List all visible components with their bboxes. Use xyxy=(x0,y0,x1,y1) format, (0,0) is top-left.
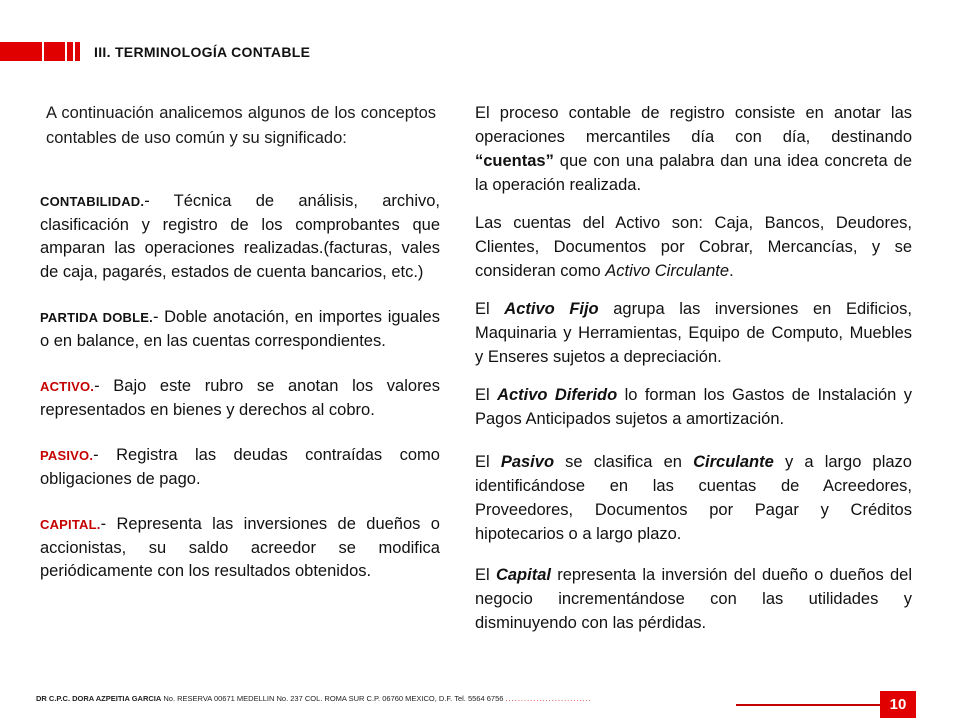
paragraph-capital xyxy=(475,563,912,635)
paragraph-proceso-contable xyxy=(475,101,912,197)
text: . xyxy=(729,262,734,280)
term-label: ACTIVO. xyxy=(40,379,95,394)
term-separator: - xyxy=(93,446,117,464)
text: agrupa las inversiones en Edificios, Maquinaria y Herramientas, Equipo de Computo, Muebles y Enseres sujetos a depreciación. xyxy=(475,300,912,366)
emphasis: Activo Fijo xyxy=(504,300,599,318)
text: se clasifica en xyxy=(554,453,694,471)
term-separator: - xyxy=(152,308,165,326)
text: lo forman los Gastos de Instalación y Pagos Anticipados sujetos a amortización. xyxy=(475,386,912,428)
term-definition: Representa las inversiones de dueños o accionistas, su saldo acreedor se modifica periódicamente con los resultados obtenidos. xyxy=(40,515,440,580)
text: que con una palabra dan una idea concreta de la operación realizada. xyxy=(475,152,912,194)
term-partida-doble xyxy=(40,306,440,353)
term-definition: Registra las deudas contraídas como obligaciones de pago. xyxy=(40,446,440,488)
term-definition: Técnica de análisis, archivo, clasificación y registro de los comprobantes que amparan las operaciones realizadas.(facturas, vales de caja, pagarés, estados de cuenta bancarios, etc.) xyxy=(40,192,441,281)
footer-dots: ............................ xyxy=(505,694,592,703)
paragraph-activo-fijo xyxy=(475,297,912,369)
term-label: CAPITAL. xyxy=(40,517,101,532)
text: representa la inversión del dueño o dueños del negocio incrementándose con las utilidades y disminuyendo con las pérdidas. xyxy=(475,566,912,632)
emphasis: “cuentas” xyxy=(475,152,554,170)
emphasis: Pasivo xyxy=(500,453,555,471)
footer-divider xyxy=(736,704,880,706)
emphasis: Activo Diferido xyxy=(497,386,618,404)
text: El xyxy=(475,453,501,471)
term-label: PASIVO. xyxy=(40,448,94,463)
term-activo xyxy=(40,375,440,422)
section-title: III. TERMINOLOGÍA CONTABLE xyxy=(94,44,311,60)
emphasis: Circulante xyxy=(693,453,774,471)
intro-paragraph: A continuación analicemos algunos de los conceptos contables de uso común y su significado: xyxy=(46,104,436,147)
text: y a largo plazo identificándose en las cuentas de Acreedores, Proveedores, Documentos por Pagar y Créditos hipotecarios o a largo plazo. xyxy=(475,453,912,543)
explanation-column xyxy=(475,101,912,635)
emphasis: Capital xyxy=(495,566,551,584)
page-number: 10 xyxy=(880,691,916,718)
term-separator: - xyxy=(94,377,114,395)
emphasis: Activo Circulante xyxy=(605,262,730,280)
term-label: PARTIDA DOBLE. xyxy=(40,310,153,325)
term-contabilidad xyxy=(40,190,440,284)
text: El proceso contable de registro consiste en anotar las operaciones mercantiles día con día, destinando xyxy=(475,104,912,146)
term-definition: Bajo este rubro se anotan los valores representados en bienes y derechos al cobro. xyxy=(40,377,440,419)
text: Las cuentas del Activo son: Caja, Bancos, Deudores, Clientes, Documentos por Cobrar, Mercancías, y se consideran como xyxy=(475,214,912,280)
terms-list xyxy=(40,190,440,584)
paragraph-pasivo xyxy=(475,450,912,546)
footer-address: No. RESERVA 00671 MEDELLIN No. 237 COL. ROMA SUR C.P. 06760 MEXICO, D.F. Tel. 5564 6756 xyxy=(161,694,506,703)
text: El xyxy=(475,386,498,404)
paragraph-cuentas-activo xyxy=(475,211,912,283)
term-separator: - xyxy=(144,192,174,210)
term-definition: Doble anotación, en importes iguales o en balance, en las cuentas correspondientes. xyxy=(40,308,440,350)
term-capital xyxy=(40,513,440,584)
term-label: CONTABILIDAD. xyxy=(40,194,145,209)
text: El xyxy=(475,566,496,584)
term-separator: - xyxy=(100,515,117,533)
text: El xyxy=(475,300,505,318)
footer-credits xyxy=(36,694,636,703)
term-pasivo xyxy=(40,444,440,491)
paragraph-activo-diferido xyxy=(475,383,912,431)
footer-author: DR C.P.C. DORA AZPEITIA GARCIA xyxy=(36,694,162,703)
